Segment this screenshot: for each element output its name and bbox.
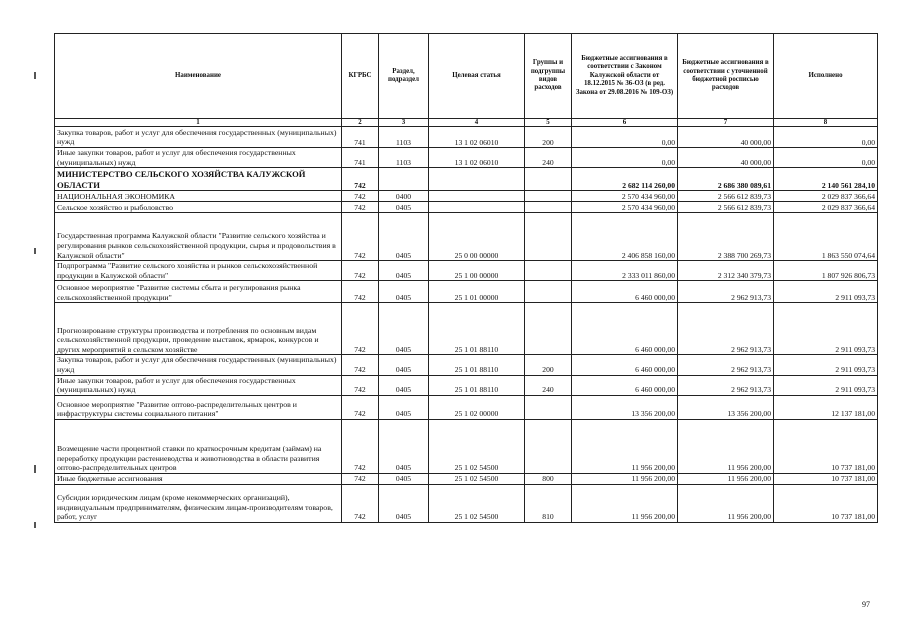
cell-executed: 0,00 [774, 148, 878, 168]
cell-section: 0405 [379, 202, 429, 213]
cell-target [429, 168, 525, 191]
table-row [55, 281, 878, 303]
cell-refined: 2 962 913,73 [678, 303, 774, 355]
cell-executed: 0,00 [774, 127, 878, 148]
cell-refined: 40 000,00 [678, 148, 774, 168]
cell-executed: 1 863 550 074,64 [774, 213, 878, 261]
column-number: 6 [572, 119, 678, 127]
cell-kgrbs: 742 [342, 168, 379, 191]
table-row [55, 395, 878, 419]
cell-section: 0405 [379, 303, 429, 355]
cell-refined: 2 388 700 269,73 [678, 213, 774, 261]
column-number: 7 [678, 119, 774, 127]
table-row [55, 303, 878, 355]
cell-group: 200 [525, 127, 572, 148]
cell-kgrbs: 741 [342, 127, 379, 148]
cell-name: Основное мероприятие "Развитие оптово-распределительных центров и инфраструктуры системы социального питания" [55, 395, 342, 419]
cell-kgrbs: 741 [342, 148, 379, 168]
cell-section: 0405 [379, 375, 429, 395]
cell-section: 0405 [379, 484, 429, 522]
cell-section: 0405 [379, 281, 429, 303]
cell-executed: 2 029 837 366,64 [774, 202, 878, 213]
table-row [55, 191, 878, 202]
cell-group: 240 [525, 375, 572, 395]
header-target: Целевая статья [429, 34, 525, 119]
cell-group: 810 [525, 484, 572, 522]
table-header-row [55, 34, 878, 119]
column-number: 4 [429, 119, 525, 127]
budget-table [54, 33, 878, 523]
header-assign-refined: Бюджетные ассигнования в соответствии с уточненной бюджетной росписью расходов [678, 34, 774, 119]
column-number: 2 [342, 119, 379, 127]
table-row [55, 168, 878, 191]
cell-executed: 12 137 181,00 [774, 395, 878, 419]
cell-kgrbs: 742 [342, 281, 379, 303]
cell-target: 25 1 02 54500 [429, 419, 525, 473]
cell-group [525, 281, 572, 303]
cell-target: 25 1 02 54500 [429, 484, 525, 522]
cell-name: Закупка товаров, работ и услуг для обеспечения государственных (муниципальных) нужд [55, 355, 342, 375]
cell-executed: 2 140 561 284,10 [774, 168, 878, 191]
cell-refined: 11 956 200,00 [678, 473, 774, 484]
cell-group: 200 [525, 355, 572, 375]
table-row [55, 484, 878, 522]
cell-law: 2 570 434 960,00 [572, 191, 678, 202]
cell-section: 0405 [379, 395, 429, 419]
cell-law: 11 956 200,00 [572, 473, 678, 484]
cell-name: МИНИСТЕРСТВО СЕЛЬСКОГО ХОЗЯЙСТВА КАЛУЖСКОЙ ОБЛАСТИ [55, 168, 342, 191]
cell-executed: 10 737 181,00 [774, 419, 878, 473]
cell-group: 240 [525, 148, 572, 168]
cell-kgrbs: 742 [342, 419, 379, 473]
cell-target [429, 202, 525, 213]
column-number: 5 [525, 119, 572, 127]
cell-law: 0,00 [572, 127, 678, 148]
table-row [55, 148, 878, 168]
cell-kgrbs: 742 [342, 395, 379, 419]
cell-refined: 2 962 913,73 [678, 281, 774, 303]
cell-target: 25 1 01 88110 [429, 303, 525, 355]
cell-section [379, 168, 429, 191]
cell-refined: 2 962 913,73 [678, 375, 774, 395]
cell-target: 25 1 02 54500 [429, 473, 525, 484]
scan-edge-mark [34, 465, 36, 473]
cell-section: 0405 [379, 261, 429, 281]
cell-name: НАЦИОНАЛЬНАЯ ЭКОНОМИКА [55, 191, 342, 202]
cell-law: 6 460 000,00 [572, 303, 678, 355]
cell-law: 11 956 200,00 [572, 419, 678, 473]
cell-section: 0405 [379, 419, 429, 473]
cell-group [525, 213, 572, 261]
cell-name: Возмещение части процентной ставки по краткосрочным кредитам (займам) на переработку продукции растениеводства и животноводства в области развития оптово-распределительных центров [55, 419, 342, 473]
cell-target: 25 1 01 88110 [429, 375, 525, 395]
cell-kgrbs: 742 [342, 355, 379, 375]
header-groups: Группы и подгруппы видов расходов [525, 34, 572, 119]
cell-target: 25 1 01 88110 [429, 355, 525, 375]
table-row [55, 202, 878, 213]
column-number: 3 [379, 119, 429, 127]
cell-kgrbs: 742 [342, 191, 379, 202]
cell-refined: 2 566 612 839,73 [678, 202, 774, 213]
cell-section: 1103 [379, 127, 429, 148]
cell-section: 0405 [379, 213, 429, 261]
cell-law: 2 333 011 860,00 [572, 261, 678, 281]
scan-edge-mark [34, 522, 36, 528]
cell-law: 2 682 114 260,00 [572, 168, 678, 191]
cell-name: Сельское хозяйство и рыболовство [55, 202, 342, 213]
cell-law: 2 406 858 160,00 [572, 213, 678, 261]
cell-executed: 2 911 093,73 [774, 303, 878, 355]
page-number: 97 [862, 600, 870, 609]
cell-section: 1103 [379, 148, 429, 168]
cell-section: 0400 [379, 191, 429, 202]
cell-name: Субсидии юридическим лицам (кроме некоммерческих организаций), индивидуальным предпринимателям, физическим лицам-производителям товаров, работ, услуг [55, 484, 342, 522]
cell-kgrbs: 742 [342, 261, 379, 281]
cell-executed: 10 737 181,00 [774, 473, 878, 484]
cell-kgrbs: 742 [342, 484, 379, 522]
cell-executed: 2 029 837 366,64 [774, 191, 878, 202]
cell-name: Иные закупки товаров, работ и услуг для обеспечения государственных (муниципальных) нужд [55, 148, 342, 168]
cell-group [525, 303, 572, 355]
cell-executed: 10 737 181,00 [774, 484, 878, 522]
cell-group [525, 168, 572, 191]
cell-name: Иные закупки товаров, работ и услуг для обеспечения государственных (муниципальных) нужд [55, 375, 342, 395]
column-number: 8 [774, 119, 878, 127]
table-row [55, 261, 878, 281]
header-assign-law: Бюджетные ассигнования в соответствии с Законом Калужской области от 18.12.2015 № 36-ОЗ (в ред. Закона от 29.08.2016 № 109-ОЗ) [572, 34, 678, 119]
cell-refined: 13 356 200,00 [678, 395, 774, 419]
cell-executed: 2 911 093,73 [774, 375, 878, 395]
table-row [55, 127, 878, 148]
cell-target: 13 1 02 06010 [429, 148, 525, 168]
cell-executed: 2 911 093,73 [774, 281, 878, 303]
cell-refined: 2 962 913,73 [678, 355, 774, 375]
cell-group: 800 [525, 473, 572, 484]
cell-target: 13 1 02 06010 [429, 127, 525, 148]
cell-kgrbs: 742 [342, 303, 379, 355]
cell-law: 0,00 [572, 148, 678, 168]
cell-section: 0405 [379, 355, 429, 375]
cell-law: 6 460 000,00 [572, 281, 678, 303]
scan-edge-mark [34, 248, 36, 254]
cell-target: 25 1 01 00000 [429, 281, 525, 303]
cell-name: Государственная программа Калужской области "Развитие сельского хозяйства и регулирования рынков сельскохозяйственной продукции, сырья и продовольствия в Калужской области" [55, 213, 342, 261]
header-section: Раздел, подраздел [379, 34, 429, 119]
table-row [55, 419, 878, 473]
cell-name: Основное мероприятие "Развитие системы сбыта и регулирования рынка сельскохозяйственной продукции" [55, 281, 342, 303]
cell-refined: 11 956 200,00 [678, 484, 774, 522]
cell-target [429, 191, 525, 202]
column-number: 1 [55, 119, 342, 127]
cell-refined: 2 312 340 379,73 [678, 261, 774, 281]
cell-name: Иные бюджетные ассигнования [55, 473, 342, 484]
cell-name: Подпрограмма "Развитие сельского хозяйства и рынков сельскохозяйственной продукции в Калужской области" [55, 261, 342, 281]
header-executed: Исполнено [774, 34, 878, 119]
cell-target: 25 1 02 00000 [429, 395, 525, 419]
table-row [55, 375, 878, 395]
cell-law: 13 356 200,00 [572, 395, 678, 419]
table-body [55, 127, 878, 523]
cell-refined: 40 000,00 [678, 127, 774, 148]
cell-refined: 2 686 380 089,61 [678, 168, 774, 191]
cell-kgrbs: 742 [342, 213, 379, 261]
cell-law: 6 460 000,00 [572, 355, 678, 375]
cell-name: Закупка товаров, работ и услуг для обеспечения государственных (муниципальных) нужд [55, 127, 342, 148]
cell-group [525, 419, 572, 473]
cell-law: 6 460 000,00 [572, 375, 678, 395]
header-kgrbs: КГРБС [342, 34, 379, 119]
table-row [55, 355, 878, 375]
header-name: Наименование [55, 34, 342, 119]
cell-group [525, 191, 572, 202]
cell-name: Прогнозирование структуры производства и потребления по основным видам сельскохозяйственной продукции, проведение выставок, ярмарок, конкурсов и других мероприятий в сельском хозяйстве [55, 303, 342, 355]
cell-refined: 2 566 612 839,73 [678, 191, 774, 202]
cell-group [525, 202, 572, 213]
table-row [55, 213, 878, 261]
cell-kgrbs: 742 [342, 473, 379, 484]
cell-group [525, 261, 572, 281]
cell-refined: 11 956 200,00 [678, 419, 774, 473]
cell-law: 11 956 200,00 [572, 484, 678, 522]
cell-group [525, 395, 572, 419]
table-row [55, 473, 878, 484]
cell-kgrbs: 742 [342, 375, 379, 395]
cell-executed: 2 911 093,73 [774, 355, 878, 375]
cell-executed: 1 807 926 806,73 [774, 261, 878, 281]
cell-section: 0405 [379, 473, 429, 484]
cell-target: 25 1 00 00000 [429, 261, 525, 281]
cell-kgrbs: 742 [342, 202, 379, 213]
cell-target: 25 0 00 00000 [429, 213, 525, 261]
column-number-row [55, 119, 878, 127]
cell-law: 2 570 434 960,00 [572, 202, 678, 213]
scan-edge-mark [34, 72, 36, 79]
